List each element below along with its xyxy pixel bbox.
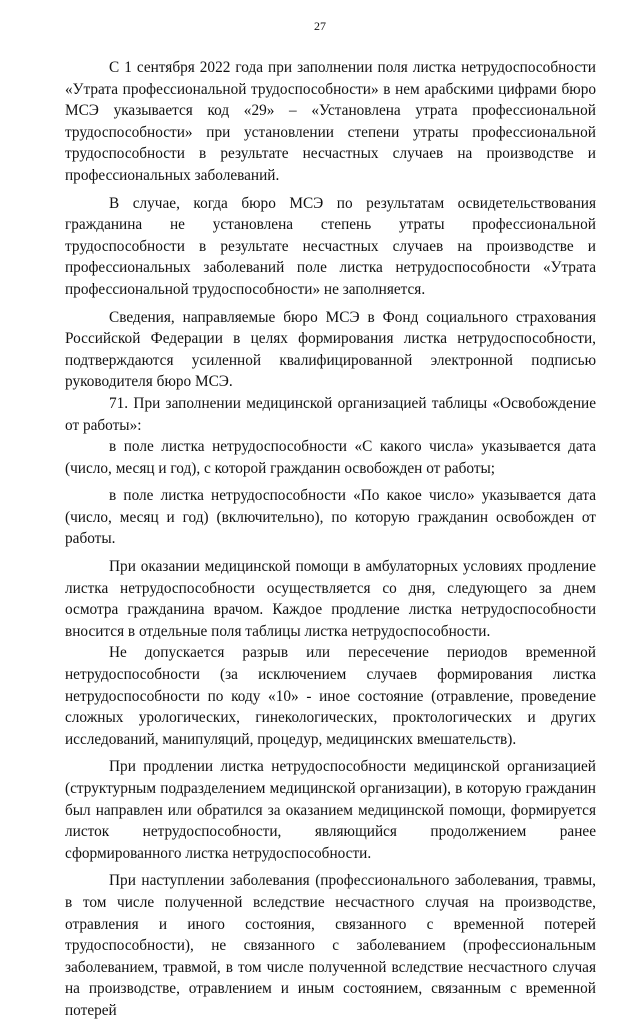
- paragraph-disease-onset: При наступлении заболевания (профессионального заболевания, травмы, в том числе полученной вследствие несчастного случая на производстве, отравления и иного состояния, связанного с временной потерей трудоспособности), не связанного с заболеванием (профессиональным заболеванием, травмой, в том числе полученной вследствие несчастного случая на производстве, отравлением и иным состоянием, связанным с временной потерей: [65, 872, 596, 1019]
- paragraph-code-29: С 1 сентября 2022 года при заполнении поля листка нетрудоспособности «Утрата профессиональной трудоспособности» в нем арабскими цифрами бюро МСЭ указывается код «29» – «Установлена утрата профессиональной трудоспособности» при установлении степени утраты профессиональной трудоспособности в результате несчастных случаев на производстве и профессиональных заболеваний.: [65, 59, 596, 184]
- paragraph-from-date: в поле листка нетрудоспособности «С какого числа» указывается дата (число, месяц и год), с которой гражданин освобожден от работы;: [65, 438, 596, 477]
- paragraph-to-date: в поле листка нетрудоспособности «По какое число» указывается дата (число, месяц и год) (включительно), по которую гражданин освобожден от работы.: [65, 487, 596, 548]
- paragraph-signature: Сведения, направляемые бюро МСЭ в Фонд социального страхования Российской Федерации в целях формирования листка нетрудоспособности, подтверждаются усиленной квалифицированной электронной подписью руководителя бюро МСЭ.: [65, 308, 596, 391]
- paragraph-outpatient-extension: При оказании медицинской помощи в амбулаторных условиях продление листка нетрудоспособности осуществляется со дня, следующего за днем осмотра гражданина врачом. Каждое продление листка нетрудоспособности вносится в отдельные поля таблицы листка нетрудоспособности.: [65, 558, 596, 640]
- document-body: [65, 57, 596, 1022]
- paragraph-no-gaps: Не допускается разрыв или пересечение периодов временной нетрудоспособности (за исключением случаев формирования листка нетрудоспособности по коду «10» - иное состояние (отравление, проведение сложных урологических, гинекологических, проктологических и других исследований, манипуляций, процедур, медицинских вмешательств).: [65, 644, 596, 748]
- paragraph-item-71: 71. При заполнении медицинской организацией таблицы «Освобождение от работы»:: [65, 394, 596, 434]
- paragraph-not-established: В случае, когда бюро МСЭ по результатам освидетельствования гражданина не установлена степень утраты профессиональной трудоспособности в результате несчастных случаев на производстве и профессиональных заболеваний поле листка нетрудоспособности «Утрата профессиональной трудоспособности» не заполняется.: [65, 194, 596, 298]
- paragraph-continuation: При продлении листка нетрудоспособности медицинской организацией (структурным подразделением медицинской организации), в которую гражданин был направлен или обратился за оказанием медицинской помощи, формируется листок нетрудоспособности, являющийся продолжением ранее сформированного листка нетрудоспособности.: [65, 758, 596, 862]
- page-number: 27: [314, 19, 326, 33]
